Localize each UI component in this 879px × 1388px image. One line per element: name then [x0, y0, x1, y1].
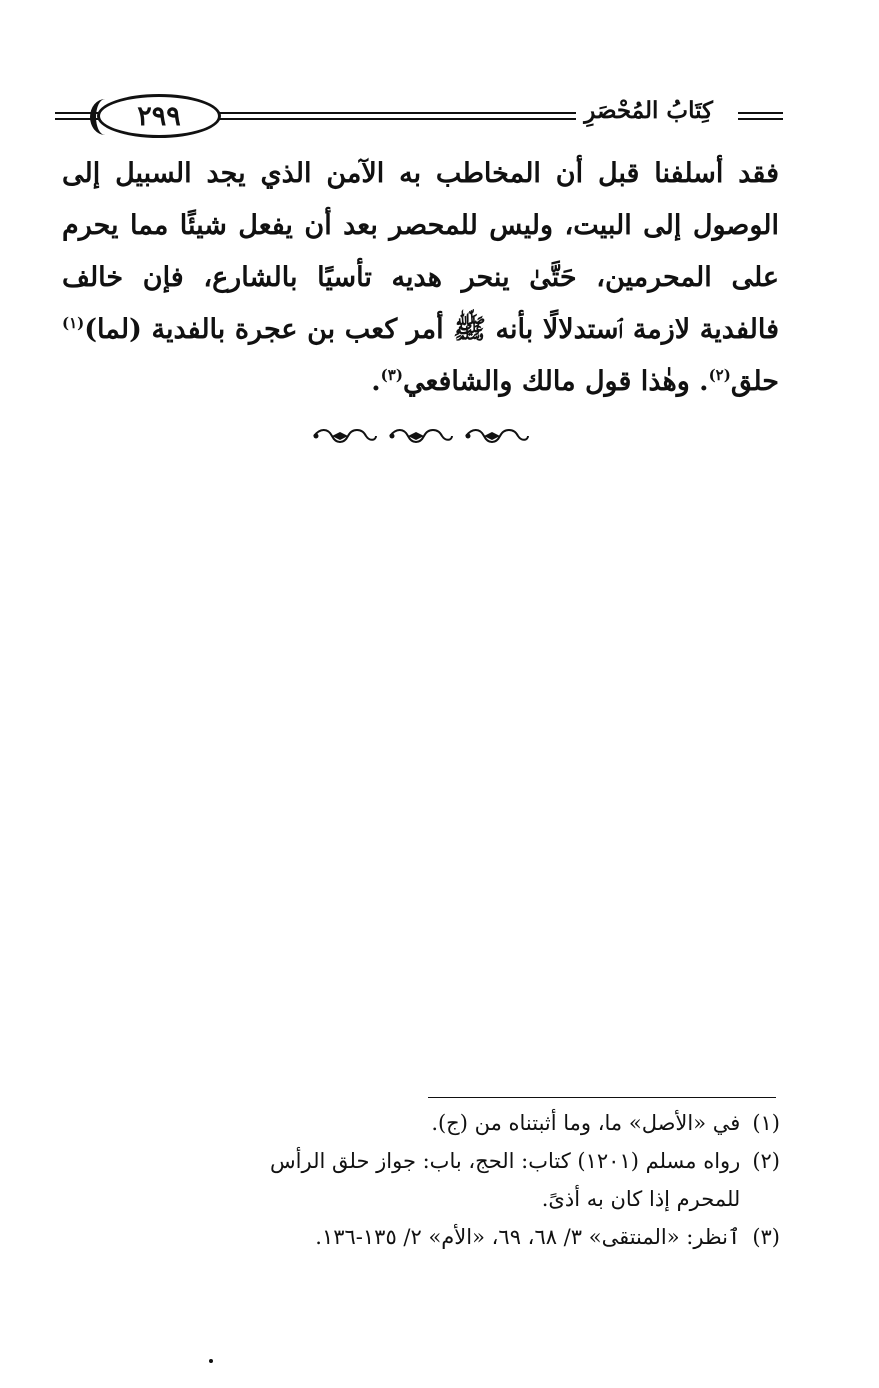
footnote-number: (١) [752, 1111, 780, 1135]
header-rule-main [215, 112, 635, 114]
header-rule-right [738, 112, 783, 114]
section-end-ornament-icon [310, 424, 532, 448]
footnote-text: رواه مسلم (١٢٠١) كتاب: الحج، باب: جواز حلق الرأس للمحرم إذا كان به أذىً. [270, 1149, 741, 1211]
footnote-number: (٢) [752, 1149, 780, 1173]
main-paragraph: فقد أسلفنا قبل أن المخاطب به الآمن الذي يجد السبيل إلى الوصول إلى البيت، وليس للمحصر بعد أن يفعل شيئًا مما يحرم على المحرمين، حَتَّىٰ ينحر هديه تأسيًا بالشارع، فإن خالف فالفدية لازمة ٱستدلالًا بأنه ﷺ أمر كعب بن عجرة بالفدية (لما)$^{(١)}$ حلق$^{(٢)}$. وهٰذا قول مالك والشافعي$^{(٣)}$. [62, 158, 779, 397]
footnote-item [200, 1104, 780, 1142]
footnote-text: في «الأصل» ما، وما أثبتناه من (ج). [431, 1111, 741, 1135]
running-title: كِتَابُ المُحْصَرِ [576, 98, 721, 123]
frame-ornament-icon [90, 99, 120, 135]
page-number: ٢٩٩ [137, 100, 181, 132]
footnote-item [200, 1218, 780, 1256]
footnote-text: ٱنظر: «المنتقى» ٣/ ٦٨، ٦٩، «الأم» ٢/ ١٣٥-١٣٦. [315, 1225, 741, 1249]
footnotes [200, 1104, 780, 1256]
page-header [55, 90, 783, 140]
header-rule-main-2 [215, 118, 635, 120]
ornament-segment-icon [310, 424, 380, 448]
footnote-item [200, 1142, 780, 1218]
ornament-segment-icon [386, 424, 456, 448]
print-speck [209, 1359, 213, 1363]
footnote-separator [428, 1097, 776, 1098]
footnote-number: (٣) [752, 1225, 780, 1249]
header-rule-right-2 [738, 118, 783, 120]
ornament-segment-icon [462, 424, 532, 448]
page-number-frame [97, 94, 221, 138]
main-text [62, 148, 779, 408]
